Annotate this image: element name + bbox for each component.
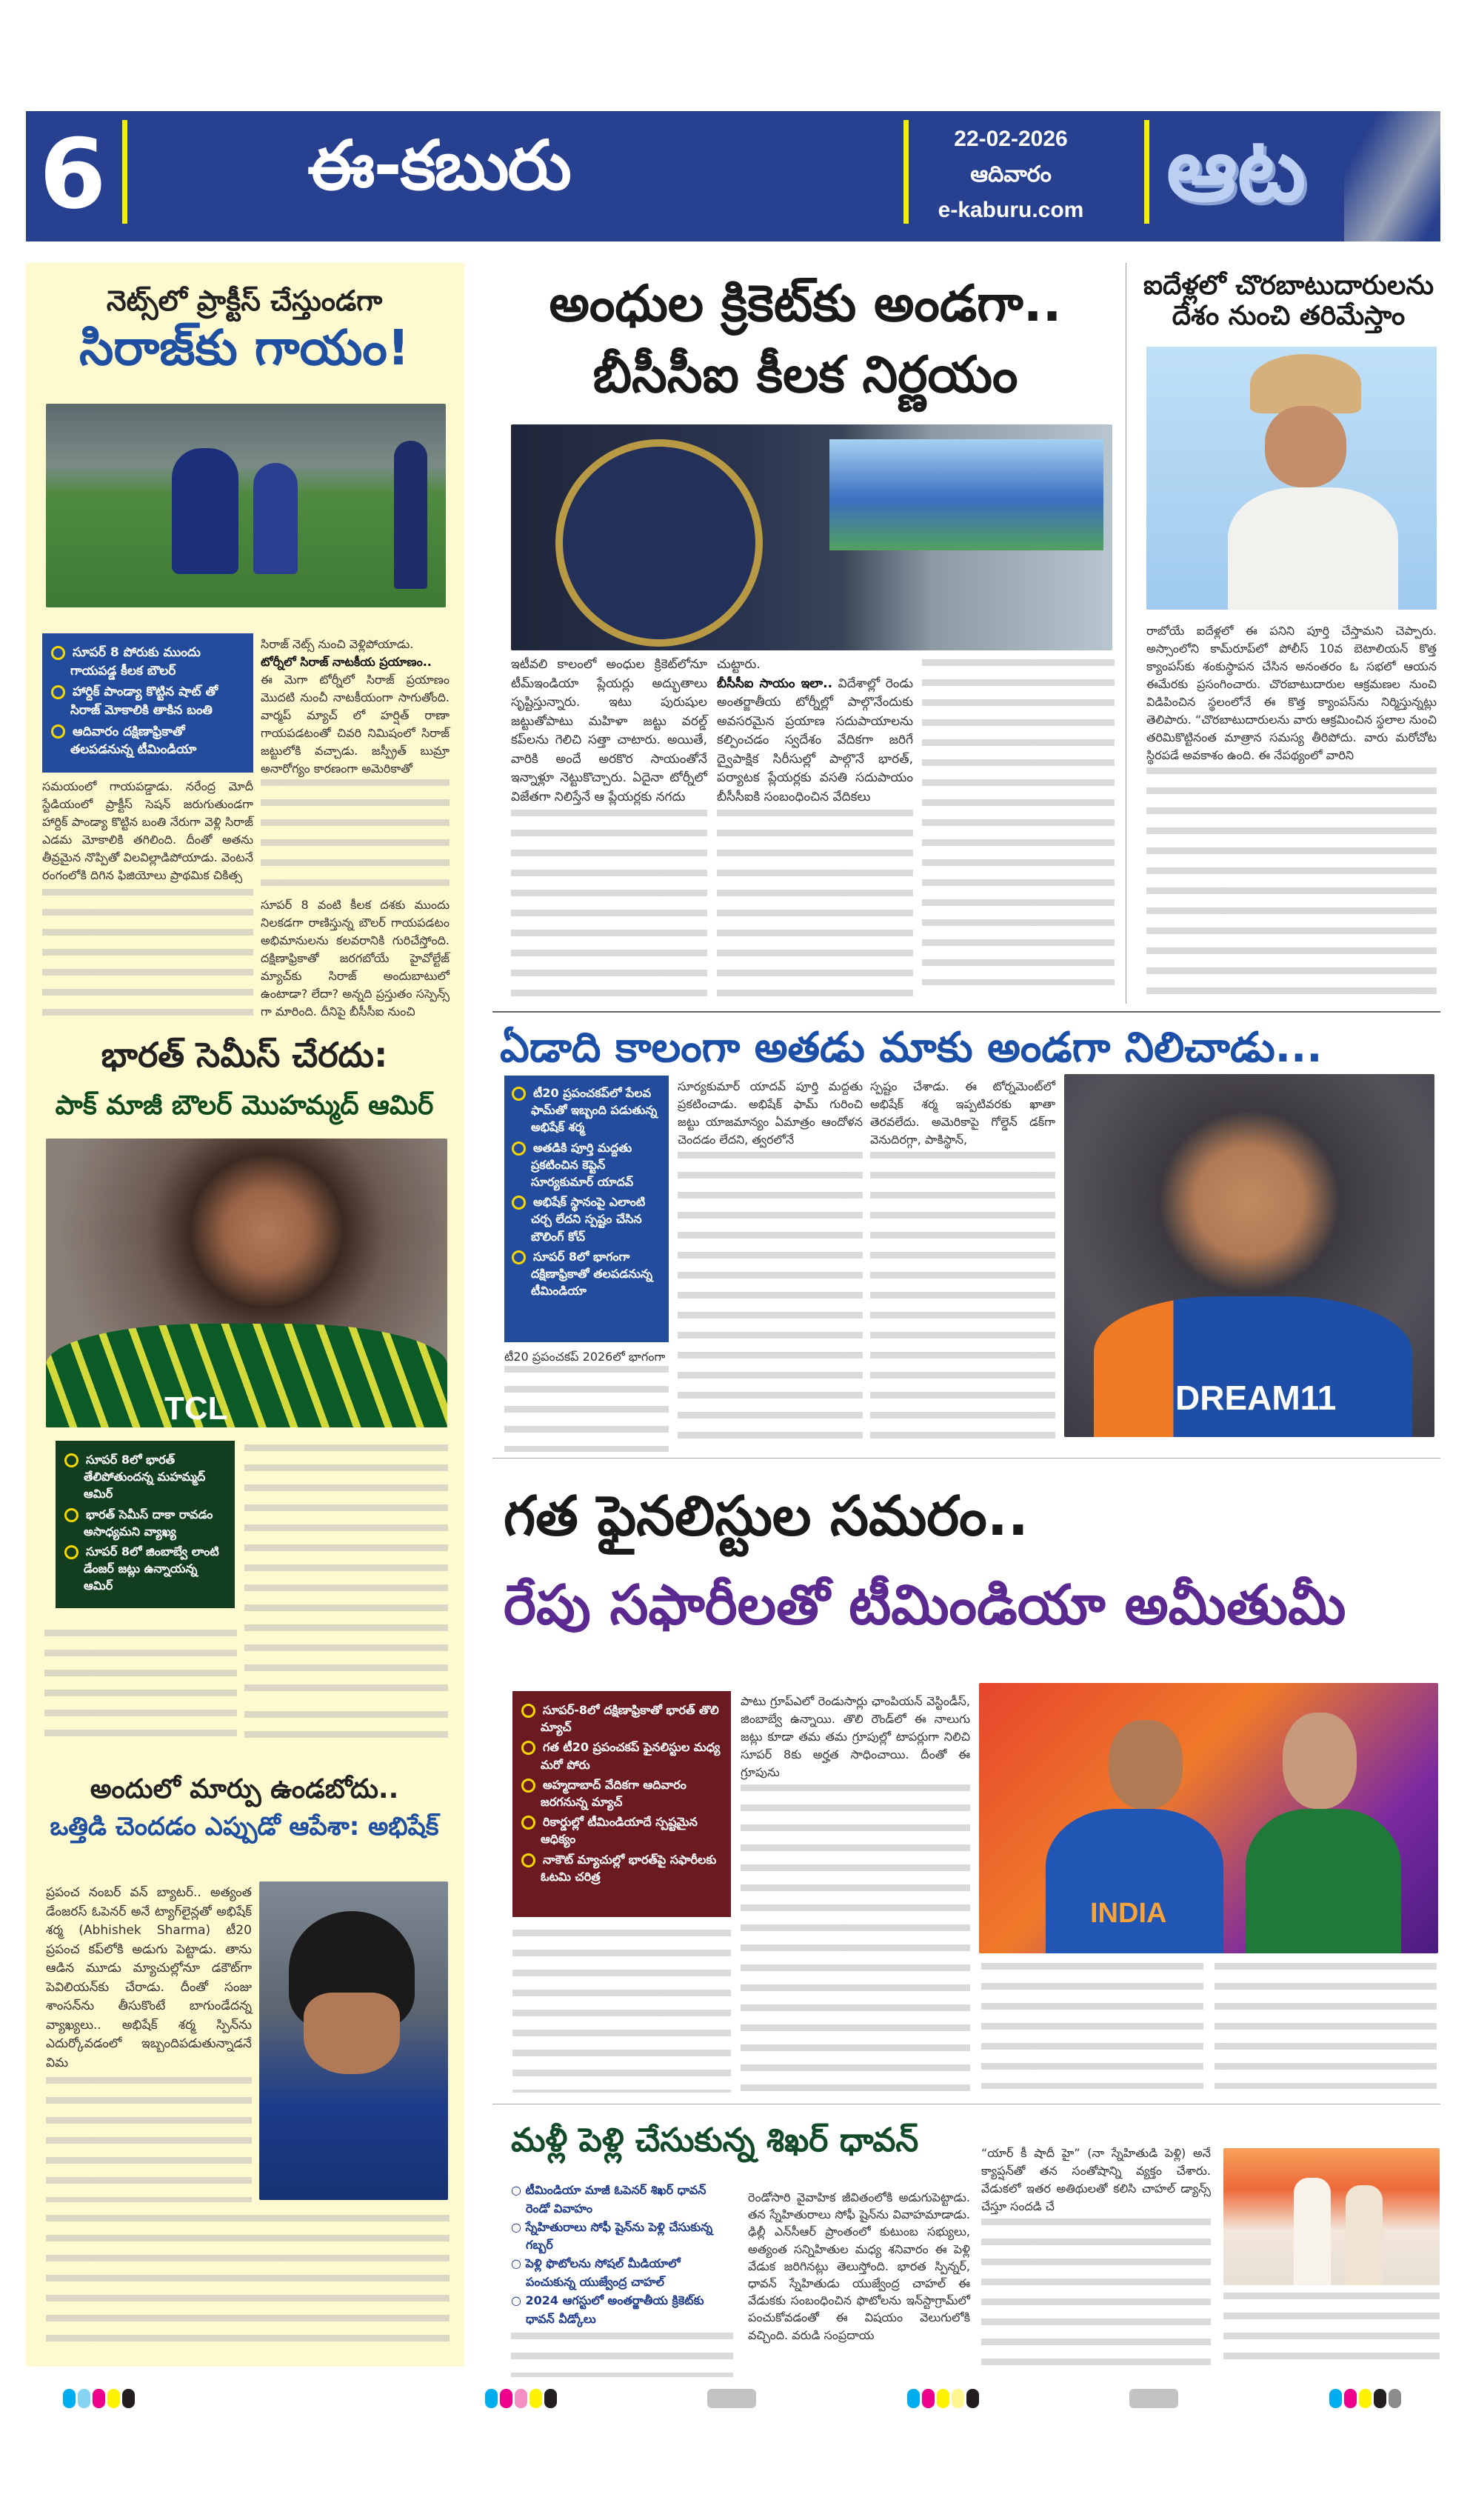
team-photo-inset — [829, 439, 1103, 550]
safari-captains-photo — [979, 1683, 1438, 1953]
bullet: సూపర్-8లో దక్షిణాఫ్రికాతో భారత్ తొలి మ్యాచ్ — [521, 1701, 722, 1736]
text-lines — [741, 1784, 970, 2093]
subhead: టోర్నీలో సిరాజ్ నాటకీయ ప్రయాణం.. — [261, 655, 432, 669]
amir-kicker: భారత్ సెమీస్ చేరదు: — [101, 1035, 388, 1075]
siraj-body-left — [42, 778, 253, 1019]
mohammad-amir-photo — [46, 1139, 447, 1427]
color-registration-mark — [907, 2389, 979, 2408]
bullet: సూపర్ 8లో జింబాబ్వే లాంటి డేంజర్ జట్లు ఉన్నాయన్న ఆమిర్ — [64, 1543, 226, 1595]
safari-body-text — [512, 1930, 731, 2093]
ink-swatch — [907, 2389, 920, 2408]
abhishek-support-col1 — [678, 1078, 863, 1452]
suryakumar-yadav-photo — [1064, 1074, 1434, 1437]
safari-headline-line2: రేపు సఫారీలతో టీమిండియా అమీతుమీ — [504, 1573, 1346, 1637]
arrow-graphic — [1344, 111, 1440, 241]
bullet: సూపర్ 8లో భాగంగా దక్షిణాఫ్రికాతో తలపడనున్న టీమిండియా — [512, 1248, 661, 1300]
bcci-col2 — [717, 656, 913, 1000]
text-lines — [511, 810, 707, 1000]
text-lines — [717, 810, 913, 1000]
color-registration-mark — [63, 2389, 135, 2408]
paragraph: ప్రపంచ నంబర్ వన్ బ్యాటర్.. అత్యంత డేంజరస్ ఓపెనర్ అనే ట్యాగ్‌లైన్లతో అభిషేక్ శర్మ (Abhishek Sharma) టీ20 ప్రపంచ కప్‌లోకి అడుగు పెట్టాడు. తాను ఆడిన మూడు మ్యాచుల్లోనూ డకౌట్‌గా పెవిలియన్‌కు చేరాడు. దీంతో సంజు శాంసన్‌ను తీసుకొంటే బాగుండేదన్న వ్యాఖ్యలు.. అభిషేక్ శర్మ స్పిన్‌ను ఎదుర్కోవడంలో ఇబ్బందిపడుతున్నాడనే విమ — [46, 1885, 252, 2070]
bullet: భారత్ సెమీస్ దాకా రావడం అసాధ్యమని వ్యాఖ్య — [64, 1506, 226, 1540]
text-lines — [678, 1152, 863, 1452]
text-lines — [504, 1366, 669, 1452]
paragraph: రెండోసారి వైవాహిక జీవితంలోకి అడుగుపెట్టాడు. తన స్నేహితురాలు సోఫీ షైన్‌ను వివాహమాడాడు. ఢిల్లీ ఎన్‌సీఆర్ ప్రాంతంలో కుటుంబ సభ్యులు, అత్యంత సన్నిహితుల మధ్య శనివారం ఈ పెళ్లి వేడుక జరిగినట్లు తెలుస్తోంది. భారత స్పిన్నర్, ధావన్ స్నేహితుడు యుజ్వేంద్ర చాహల్ ఈ వేడుకకు సంబంధించిన ఫొటోలను ఇన్‌స్టాగ్రామ్‌లో పంచుకోవడంతో ఈ విషయం వెలుగులోకి వచ్చింది. వరుడి సంప్రదాయ — [748, 2190, 970, 2342]
dhawan-col2 — [981, 2144, 1211, 2367]
color-registration-mark — [485, 2389, 557, 2408]
paragraph: ఇటీవలి కాలంలో అంధుల క్రికెట్‌లోనూ టీమ్ఇండియా ప్లేయర్లు అద్భుతాలు సృష్టిస్తున్నారు. ఇటు పురుషుల జట్టుతోపాటు మహిళా జట్టు వరల్డ్ కప్‌లను గెలిచి సత్తా చాటారు. అయితే, వారికి అందే అరకొర సాయంతోనే ఇన్నాళ్లూ నెట్టుకొచ్చారు. ఏదైనా టోర్నీలో విజేతగా నిలిస్తేనే ఆ ప్లేయర్లకు నగదు — [511, 657, 707, 804]
bullet: హార్దిక్ పాండ్యా కొట్టిన షాట్ తో సిరాజ్ మోకాలికి తాకిన బంతి — [51, 683, 244, 719]
amir-body-text — [44, 1630, 237, 1748]
amir-body-text — [244, 1711, 448, 1748]
text-lines — [42, 889, 253, 1019]
bullet: నాకౌట్ మ్యాచుల్లో భారత్‌పై సఫారీలకు ఓటమి చరిత్ర — [521, 1851, 722, 1885]
ink-swatch — [1389, 2389, 1401, 2408]
color-registration-mark — [1329, 2389, 1401, 2408]
ink-swatch — [63, 2389, 76, 2408]
ink-swatch — [78, 2389, 90, 2408]
abhishek-headline: ఒత్తిడి చెందడం ఎప్పుడో ఆపేశా: అభిషేక్ — [50, 1812, 439, 1841]
ink-swatch — [952, 2389, 964, 2408]
amir-headline: పాక్ మాజీ బౌలర్ మొహమ్మద్ ఆమిర్ — [55, 1090, 434, 1121]
safari-highlights-box — [512, 1691, 731, 1917]
date: 22-02-2026 — [954, 127, 1068, 151]
paragraph: టీ20 ప్రపంచకప్ 2026లో భాగంగా — [504, 1350, 666, 1364]
safari-body-text — [981, 1963, 1203, 2089]
text-lines — [1146, 767, 1437, 1000]
amir-body-text — [244, 1444, 448, 1704]
ink-swatch — [922, 2389, 935, 2408]
divider — [903, 120, 909, 224]
ink-swatch — [93, 2389, 105, 2408]
divider — [1144, 120, 1149, 224]
dateline — [915, 121, 1107, 228]
dhawan-headline: మళ్లీ పెళ్లి చేసుకున్న శిఖర్ ధావన్ — [511, 2121, 919, 2159]
abhishek-body — [46, 1884, 252, 2202]
text-lines — [46, 2077, 252, 2202]
bcci-col1 — [511, 656, 707, 1000]
brand-logo: ఈ-కబురు — [307, 126, 570, 205]
bullet: గత టీ20 ప్రపంచకప్ ఫైనలిస్టుల మధ్య మరో పోరు — [521, 1739, 722, 1773]
paragraph: రాబోయే ఐదేళ్లలో ఈ పనిని పూర్తి చేస్తామని చెప్పారు. అస్సాంలోని కామ్‌రూప్‌లో పోలీస్ 10వ బెటాలియన్ కొత్త క్యాంపస్‌కు శంకుస్థాపన చేసిన అనంతరం ఓ సభలో ఆయన ఈమేరకు ప్రసంగించారు. చొరబాటుదారుల ఆక్రమణల నుంచి విడిపించిన స్థలంలోనే ఈ కొత్త క్యాంపస్‌ను నిర్మిస్తున్నట్లు తెలిపారు. “చొరబాటుదారులను వారు ఆక్రమించిన స్థలాల నుంచి తరిమికొట్టినంత మాత్రాన సమస్య తీరిపోదు. వారు మరోచోట స్థిరపడే అవకాశం ఉంది. ఈ నేపథ్యంలో వారిని — [1146, 624, 1437, 762]
abhishek-support-headline: ఏడాది కాలంగా అతడు మాకు అండగా నిలిచాడు... — [500, 1024, 1323, 1072]
jersey-sponsor: TCL — [164, 1390, 228, 1427]
safari-headline-line1: గత ఫైనలిస్టుల సమరం.. — [504, 1484, 1029, 1548]
bullet: అతడికి పూర్తి మద్దతు ప్రకటించిన కెప్టెన్ సూర్యకుమార్ యాదవ్ — [512, 1139, 661, 1191]
jersey-sponsor: DREAM11 — [1175, 1379, 1337, 1417]
bullet: రికార్డుల్లో టీమిండియాదే స్పష్టమైన ఆధిక్యం — [521, 1813, 722, 1847]
paragraph: పాటు గ్రూప్‌ఎలో రెండుసార్లు ఛాంపియన్ వెస్టిండీస్, జింబాబ్వే ఉన్నాయి. తొలి రౌండ్‌లో ఈ నాలుగు జట్లు కూడా తమ తమ గ్రూపుల్లో టాపర్లుగా నిలిచి సూపర్ 8కు అర్హత సాధించాయి. దీంతో ఈ గ్రూపును — [741, 1694, 970, 1779]
subhead: బీసీసీఐ సాయం ఇలా.. — [717, 676, 833, 691]
paragraph: విదేశాల్లో రెండు అంతర్జాతీయ టోర్నీల్లో పాల్గొనేందుకు అవసరమైన ప్రయాణ సదుపాయాలను కల్పించడం స్వదేశం వేదికగా జరిగే ద్వైపాక్షిక సిరీసుల్లో పాల్గొనే భారత్, పర్యాటక ప్లేయర్లకు వసతి సదుపాయం బీసీసీఐకి సంబంధించిన వేదికలు — [717, 676, 914, 804]
safari-body — [741, 1693, 970, 2093]
ink-swatch — [544, 2389, 557, 2408]
siraj-practice-photo — [46, 404, 446, 607]
paragraph: స్పష్టం చేశాడు. ఈ టోర్నమెంట్‌లో అభిషేక్ శర్మ ఇప్పటివరకు ఖాతా తెరవలేదు. అమెరికాపై గోల్డెన్ డక్‌గా వెనుదిరగ్గా, పాకిస్థాన్, — [870, 1079, 1055, 1147]
gray-patch — [1129, 2389, 1178, 2408]
ink-swatch — [107, 2389, 120, 2408]
bcci-col3-text — [922, 659, 1115, 985]
paragraph: “యార్ కీ షాదీ హై” (నా స్నేహితుడి పెళ్లి) అనే క్యాప్షన్‌తో తన సంతోషాన్ని వ్యక్తం చేశారు. వేడుకలో ఇతర అతిథులతో కలిసి చాహల్ డ్యాన్స్ చేస్తూ సందడి చే — [981, 2146, 1211, 2213]
bullet: సూపర్ 8 పోరుకు ముందు గాయపడ్డ కీలక బౌలర్ — [51, 644, 244, 680]
amit-shah-headline: ఐదేళ్లలో చొరబాటుదారులను దేశం నుంచి తరిమేస్తాం — [1143, 270, 1434, 332]
ink-swatch — [966, 2389, 979, 2408]
abhishek-support-highlights-box — [504, 1076, 669, 1342]
bullet: ○ 2024 ఆగస్టులో అంతర్జాతీయ క్రికెట్‌కు ధావన్ వీడ్కోలు — [511, 2293, 704, 2326]
ink-swatch — [1374, 2389, 1386, 2408]
bullet: ○ పెళ్లి ఫొటోలను సోషల్ మీడియాలో పంచుకున్న యుజ్వేంద్ర చాహల్ — [511, 2256, 681, 2289]
section-rule — [492, 1458, 1440, 1459]
siraj-headline: సిరాజ్‌కు గాయం! — [79, 319, 410, 376]
abhishek-support-col2 — [870, 1078, 1055, 1452]
bullet: అహ్మదాబాద్ వేదికగా ఆదివారం జరగనున్న మ్యాచ్ — [521, 1776, 722, 1810]
paragraph: సమయంలో గాయపడ్డాడు. నరేంద్ర మోదీ స్టేడియంలో ప్రాక్టీస్ సెషన్ జరుగుతుండగా హార్దిక్ పాండ్యా కొట్టిన బంతి నేరుగా వెళ్లి సిరాజ్ ఎడమ మోకాలికి తగిలింది. దీంతో అతను తీవ్రమైన నొప్పితో విలవిల్లాడిపోయాడు. వెంటనే రంగంలోకి దిగిన ఫిజియోలు ప్రాథమిక చికిత్స — [42, 779, 253, 882]
abhishek-support-body-below-box — [504, 1348, 669, 1452]
text-lines — [261, 779, 450, 895]
paragraph: చుట్టారు. — [717, 657, 761, 672]
jersey-text: INDIA — [1090, 1898, 1167, 1929]
paragraph: సిరాజ్ నెట్స్ నుంచి వెళ్లిపోయాడు. — [261, 637, 414, 651]
masthead — [26, 111, 1440, 241]
siraj-body-right — [261, 636, 450, 1021]
website[interactable]: e-kaburu.com — [938, 198, 1084, 222]
ink-swatch — [1344, 2389, 1357, 2408]
paragraph: సూర్యకుమార్ యాదవ్ పూర్తి మద్దతు ప్రకటించాడు. అభిషేక్ ఫామ్ గురించి జట్టు యాజమాన్యం ఏమాత్రం ఆందోళన చెందడం లేదని, త్వరలోనే — [678, 1079, 863, 1147]
safari-body-text — [1215, 1963, 1437, 2089]
amit-shah-photo — [1146, 347, 1437, 610]
bcci-headline-line1: అంధుల క్రికెట్‌కు అండగా.. — [549, 275, 1062, 333]
section-title: ఆట — [1166, 119, 1306, 221]
bcci-photo — [511, 424, 1112, 650]
bullet: అభిషేక్ స్థానంపై ఎలాంటి చర్చ లేదని స్పష్టం చేసిన బౌలింగ్ కోచ్ — [512, 1193, 661, 1245]
ink-swatch — [122, 2389, 135, 2408]
gray-patch — [707, 2389, 756, 2408]
bullet: సూపర్ 8లో భారత్ తేలిపోతుందన్న మహమ్మద్ ఆమిర్ — [64, 1451, 226, 1503]
bullet: టీ20 ప్రపంచకప్‌లో పేలవ ఫామ్‌తో ఇబ్బంది పడుతున్న అభిషేక్ శర్మ — [512, 1084, 661, 1136]
ink-swatch — [937, 2389, 949, 2408]
text-lines — [511, 2333, 733, 2377]
dhawan-highlights — [511, 2181, 733, 2377]
ink-swatch — [485, 2389, 498, 2408]
ink-swatch — [515, 2389, 527, 2408]
bullet: ○ టీమిండియా మాజీ ఓపెనర్ శిఖర్ ధావన్ రెండో వివాహం — [511, 2183, 706, 2216]
paragraph: ఈ మెగా టోర్నీలో సిరాజ్ ప్రయాణం మొదటి నుంచీ నాటకీయంగా సాగుతోంది. వార్మప్ మ్యాచ్ లో హర్షిత్ రాణా గాయపడటంతో చివరి నిమిషంలో సిరాజ్ జట్టులోకి వచ్చాడు. జస్ప్రీత్ బుమ్రా అనారోగ్యం కారణంగా అమెరికాతో — [261, 673, 450, 776]
ink-swatch — [1329, 2389, 1342, 2408]
paragraph: సూపర్ 8 వంటి కీలక దశకు ముందు నిలకడగా రాణిస్తున్న బౌలర్ గాయపడటం అభిమానులను కలవరానికి గురిచేస్తోంది. దక్షిణాఫ్రికాతో జరగబోయే హైవోల్టేజ్ మ్యాచ్‌కు సిరాజ్ అందుబాటులో ఉంటాడా? లేదా? అన్నది ప్రస్తుతం సస్పెన్స్ గా మారింది. దీనిపై బీసీసీఐ నుంచి — [261, 898, 450, 1019]
bullet: ఆదివారం దక్షిణాఫ్రికాతో తలపడనున్న టీమిండియా — [51, 723, 244, 759]
abhishek-body-text — [46, 2215, 450, 2348]
abhishek-sharma-photo — [259, 1881, 448, 2200]
dhawan-body-text — [1223, 2293, 1440, 2359]
text-lines — [981, 2219, 1211, 2367]
weekday: ఆదివారం — [970, 162, 1052, 187]
ink-swatch — [529, 2389, 542, 2408]
ink-swatch — [500, 2389, 512, 2408]
bullet: ○ స్నేహితురాలు సోఫీ షైన్‌ను పెళ్లి చేసుకున్న గబ్బర్ — [511, 2219, 713, 2253]
ink-swatch — [1359, 2389, 1372, 2408]
page-number: 6 — [39, 118, 107, 230]
text-lines — [870, 1152, 1055, 1452]
dhawan-col1 — [748, 2189, 970, 2344]
bcci-headline-line2: బీసీసీఐ కీలక నిర్ణయం — [592, 346, 1018, 404]
siraj-highlights-box — [42, 633, 253, 773]
amir-highlights-box — [56, 1441, 235, 1608]
dhawan-wedding-photo — [1223, 2148, 1440, 2285]
siraj-kicker: నెట్స్‌లో ప్రాక్టీస్ చేస్తుండగా — [106, 284, 383, 317]
section-rule — [492, 1011, 1440, 1013]
divider — [122, 120, 127, 224]
amit-shah-body — [1146, 622, 1437, 1000]
abhishek-kicker: అందులో మార్పు ఉండబోదు.. — [90, 1774, 399, 1804]
